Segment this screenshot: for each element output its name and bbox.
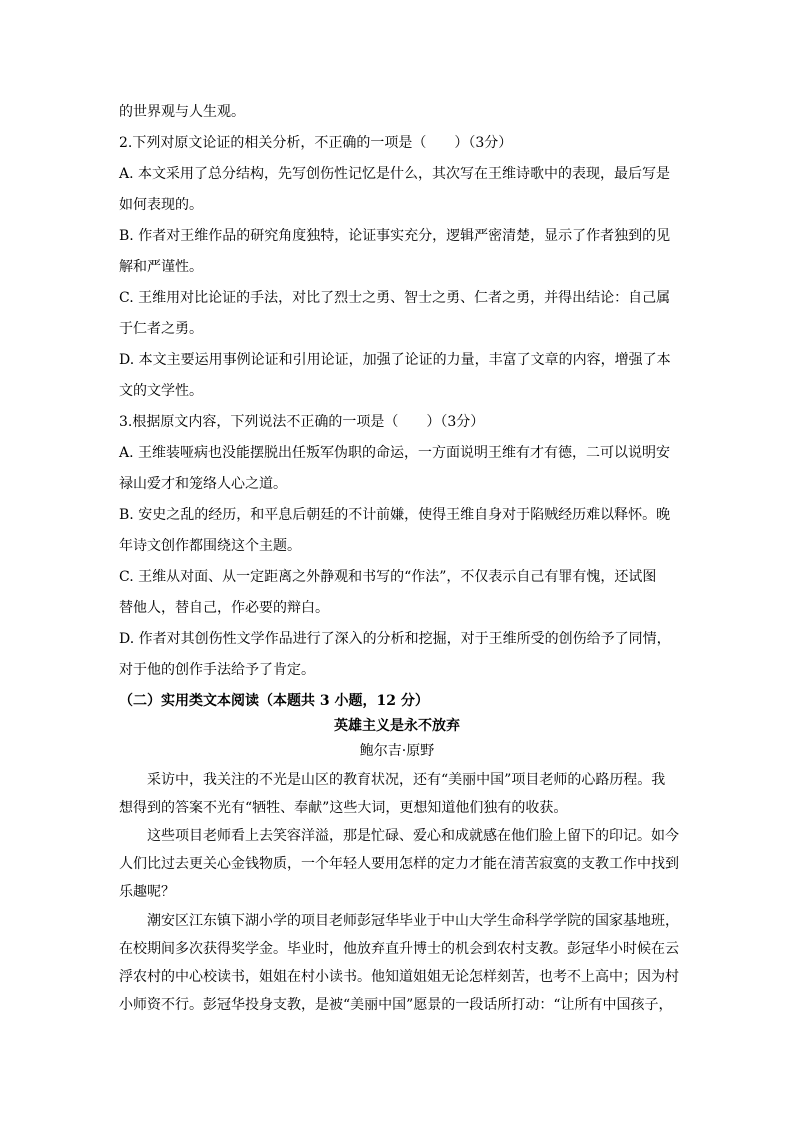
- option-d-line-cont: 文的文学性。: [119, 383, 203, 399]
- question-3-stem: 3.根据原文内容，下列说法不正确的一项是（ ）（3分）: [119, 414, 485, 430]
- option-a-line-cont: 如何表现的。: [119, 197, 203, 213]
- option-c-line-cont: 于仁者之勇。: [119, 321, 203, 337]
- paragraph-line: 采访中，我关注的不光是山区的教育状况，还有“美丽中国”项目老师的心路历程。我: [147, 772, 666, 788]
- option-c-line: C. 王维用对比论证的手法，对比了烈士之勇、智士之勇、仁者之勇，并得出结论：自己属: [119, 290, 671, 306]
- paragraph-line: 在校期间多次获得奖学金。毕业时，他放弃直升博士的机会到农村支教。彭冠华小时候在云: [119, 941, 679, 957]
- paragraph-line: 潮安区江东镇下湖小学的项目老师彭冠华毕业于中山大学生命科学学院的国家基地班，: [147, 913, 679, 929]
- article-title: 英雄主义是永不放弃: [334, 718, 460, 734]
- paragraph-line: 乐趣呢？: [119, 884, 175, 900]
- paragraph-line: 人们比过去更关心金钱物质，一个年轻人要用怎样的定力才能在清苦寂寞的支教工作中找到: [119, 856, 679, 872]
- option-b-line-cont: 年诗文创作都围绕这个主题。: [119, 538, 301, 554]
- option-c-line: C. 王维从对面、从一定距离之外静观和书写的“作法”，不仅表示自己有罪有愧，还试图: [119, 569, 657, 585]
- paragraph-line: 小师资不行。彭冠华投身支教，是被“美丽中国”愿景的一段话所打动：“让所有中国孩子，: [119, 997, 673, 1013]
- option-b-line: B. 安史之乱的经历，和平息后朝廷的不计前嫌，使得王维自身对于陷贼经历难以释怀。晚: [119, 507, 671, 523]
- option-a-line-cont: 禄山爱才和笼络人心之道。: [119, 476, 287, 492]
- paragraph-line: 想得到的答案不光有“牺牲、奉献”这些大词，更想知道他们独有的收获。: [119, 800, 568, 816]
- paragraph-line: 这些项目老师看上去笑容洋溢，那是忙碌、爱心和成就感在他们脸上留下的印记。如今: [147, 828, 679, 844]
- text-line: 的世界观与人生观。: [119, 104, 245, 120]
- paragraph-line: 浮农村的中心校读书，姐姐在村小读书。他知道姐姐无论怎样刻苦，也考不上高中；因为村: [119, 969, 679, 985]
- option-d-line-cont: 对于他的创作手法给予了肯定。: [119, 662, 315, 678]
- question-2-stem: 2.下列对原文论证的相关分析，不正确的一项是（ ）（3分）: [119, 135, 513, 151]
- option-c-line-cont: 替他人，替自己，作必要的辩白。: [119, 600, 329, 616]
- option-b-line: B. 作者对王维作品的研究角度独特，论证事实充分，逻辑严密清楚，显示了作者独到的见: [119, 228, 671, 244]
- option-a-line: A. 本文采用了总分结构，先写创伤性记忆是什么，其次写在王维诗歌中的表现，最后写是: [119, 166, 671, 182]
- section-heading: （二）实用类文本阅读（本题共 3 小题，12 分）: [119, 693, 429, 709]
- article-author: 鲍尔吉·原野: [359, 743, 435, 759]
- option-d-line: D. 本文主要运用事例论证和引用论证，加强了论证的力量，丰富了文章的内容，增强了本: [119, 352, 671, 368]
- option-b-line-cont: 解和严谨性。: [119, 259, 203, 275]
- option-a-line: A. 王维装哑病也没能摆脱出任叛军伪职的命运，一方面说明王维有才有德，二可以说明安: [119, 445, 671, 461]
- option-d-line: D. 作者对其创伤性文学作品进行了深入的分析和挖掘，对于王维所受的创伤给予了同情，: [119, 631, 671, 647]
